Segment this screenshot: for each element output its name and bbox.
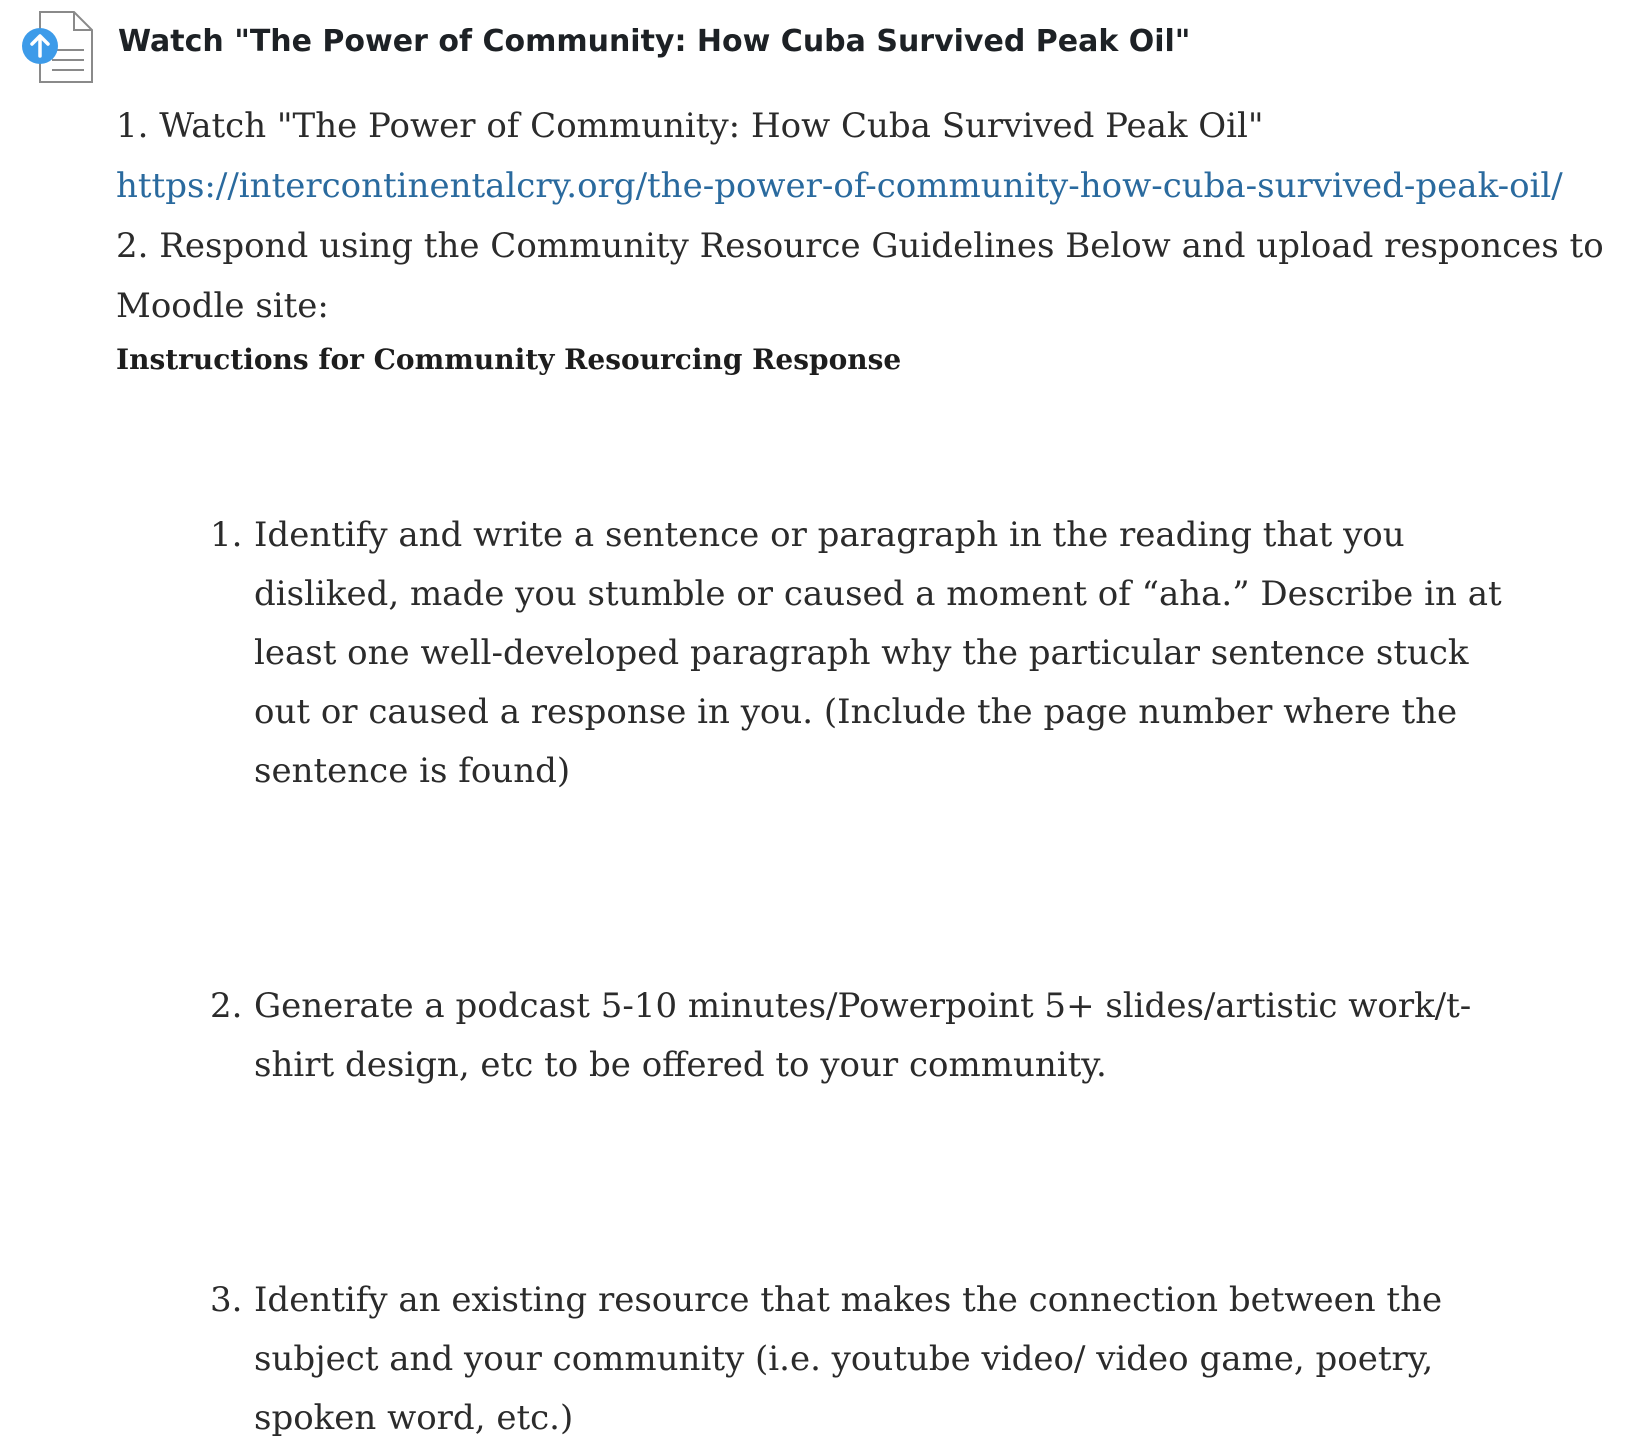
instructions-list — [210, 506, 1520, 1448]
list-item-text: Identify an existing resource that makes the connection between the subject and your community (i.e. youtube video/ video game, poetry, spoken word, etc.) — [254, 1280, 1443, 1438]
list-item — [210, 977, 1520, 1095]
activity-description — [116, 96, 1616, 380]
list-item — [210, 1271, 1520, 1448]
list-item-text: Identify and write a sentence or paragraph in the reading that you disliked, made you stumble or caused a moment of “aha.” Describe in at least one well-developed paragraph why the particular sentence stuck out or caused a response in you. (Include the page number where the sentence is found) — [254, 515, 1502, 791]
list-item-number: 1. — [210, 515, 243, 555]
instructions-heading: Instructions for Community Resourcing Response — [116, 343, 902, 376]
video-link[interactable]: https://intercontinentalcry.org/the-power-of-community-how-cuba-survived-peak-oil/ — [116, 166, 1563, 206]
list-item-text: Generate a podcast 5-10 minutes/Powerpoint 5+ slides/artistic work/t-shirt design, etc to be offered to your community. — [254, 986, 1472, 1085]
step-2-text: 2. Respond using the Community Resource Guidelines Below and upload responces to Moodle site: — [116, 226, 1604, 326]
list-item-number: 3. — [210, 1280, 243, 1320]
activity-title-link[interactable]: Watch "The Power of Community: How Cuba Survived Peak Oil" — [118, 24, 1191, 59]
list-item-number: 2. — [210, 986, 243, 1026]
list-item — [210, 506, 1520, 801]
activity-header — [18, 10, 98, 90]
assignment-upload-icon — [18, 10, 98, 90]
step-1-text: 1. Watch "The Power of Community: How Cuba Survived Peak Oil" — [116, 106, 1264, 146]
